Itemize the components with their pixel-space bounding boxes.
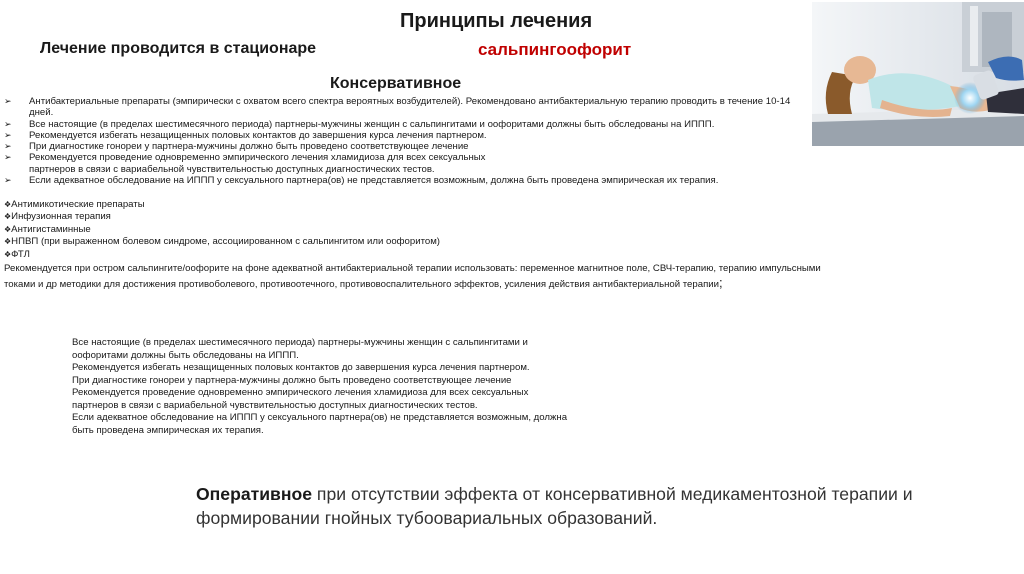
arrow-bullet-icon: ➢: [4, 118, 12, 129]
list-item: ➢ Если адекватное обследование на ИППП у сексуального партнера(ов) не представляется возможным, должна быть проведена эмпирическая их терапия.: [4, 175, 719, 187]
diamond-bullet-icon: ❖: [4, 212, 12, 222]
diamond-bullet-icon: ❖: [4, 200, 12, 209]
list-item: Если адекватное обследование на ИППП у сексуального партнера(ов) не представляется возможным, должна быть проведена эмпирическая их терапия.: [72, 412, 568, 436]
list-item: Все настоящие (в пределах шестимесячного периода) партнеры-мужчины женщин с сальпингитами и оофоритами должны быть обследованы на ИППП.: [72, 337, 528, 361]
list-item: ❖НПВП (при выраженном болевом синдроме, ассоциированном с сальпингитом или оофоритом): [4, 236, 440, 248]
page-title: Принципы лечения: [400, 10, 593, 32]
operative-treatment-text: Оперативное при отсутствии эффекта от консервативной медикаментозной терапии и формировании гнойных тубоовариальных образований.: [196, 484, 913, 528]
list-item: Рекомендуется избегать незащищенных половых контактов до завершения курса лечения партнером.: [72, 362, 530, 373]
list-item: ❖Инфузионная терапия: [4, 211, 111, 223]
list-item: ➢ При диагностике гонореи у партнера-мужчины должно быть проведено соответствующее лечение: [4, 141, 469, 153]
arrow-bullet-icon: ➢: [4, 141, 12, 152]
physiotherapy-paragraph: Рекомендуется при остром сальпингите/оофорите на фоне адекватной антибактериальной терапии использовать: переменное магнитное поле, СВЧ-терапию, терапию импульсными токами и др методики для достижения противоболевого, противоотечного, противовоспалительного эффектов, усиления действия антибактериальной терапии;: [4, 263, 821, 290]
list-item: ➢ Рекомендуется избегать незащищенных половых контактов до завершения курса лечения партнером.: [4, 129, 487, 141]
list-item: ❖ФТЛ: [4, 248, 30, 260]
patient-treatment-image: [812, 2, 1024, 146]
arrow-bullet-icon: ➢: [4, 152, 12, 163]
list-item: ❖Антимикотические препараты: [4, 199, 145, 210]
conservative-bullet-list: [4, 96, 816, 186]
conservative-section-title: Консервативное: [330, 75, 462, 92]
subtitle-inpatient: Лечение проводится в стационаре: [40, 40, 317, 57]
list-item: Рекомендуется проведение одновременно эмпирического лечения хламидиоза для всех сексуальных партнеров в связи с вариабельной чувствительностью доступных диагностических тестов.: [72, 387, 529, 411]
arrow-bullet-icon: ➢: [4, 129, 12, 140]
operative-lead: Оперативное: [196, 484, 313, 504]
list-item: ➢ Антибактериальные препараты (эмпирически с охватом всего спектра вероятных возбудителей). Рекомендовано антибактериальную терапию проводить в течение 10-14 дней.: [4, 96, 791, 119]
partner-recommendations-block: [72, 337, 572, 437]
list-item: ➢ Рекомендуется проведение одновременно эмпирического лечения хламидиоза для всех сексуальных партнеров в связи с вариабельной чувствительностью доступных диагностических тестов.: [4, 152, 486, 175]
arrow-bullet-icon: ➢: [4, 175, 12, 186]
physiotherapy-photo: [812, 2, 1024, 146]
list-item: При диагностике гонореи у партнера-мужчины должно быть проведено соответствующее лечение: [72, 374, 512, 386]
diamond-bullet-icon: ❖: [4, 224, 12, 234]
list-item: ➢ Все настоящие (в пределах шестимесячного периода) партнеры-мужчины женщин с сальпингитами и оофоритами должны быть обследованы на ИППП.: [4, 118, 715, 130]
arrow-bullet-icon: ➢: [4, 96, 12, 106]
diamond-bullet-icon: ❖: [4, 237, 12, 247]
list-item: ❖Антигистаминные: [4, 223, 91, 235]
diamond-bullet-icon: ❖: [4, 249, 12, 259]
therapy-diamond-list: [4, 199, 440, 261]
subtitle-diagnosis: сальпингоофорит: [478, 40, 632, 59]
